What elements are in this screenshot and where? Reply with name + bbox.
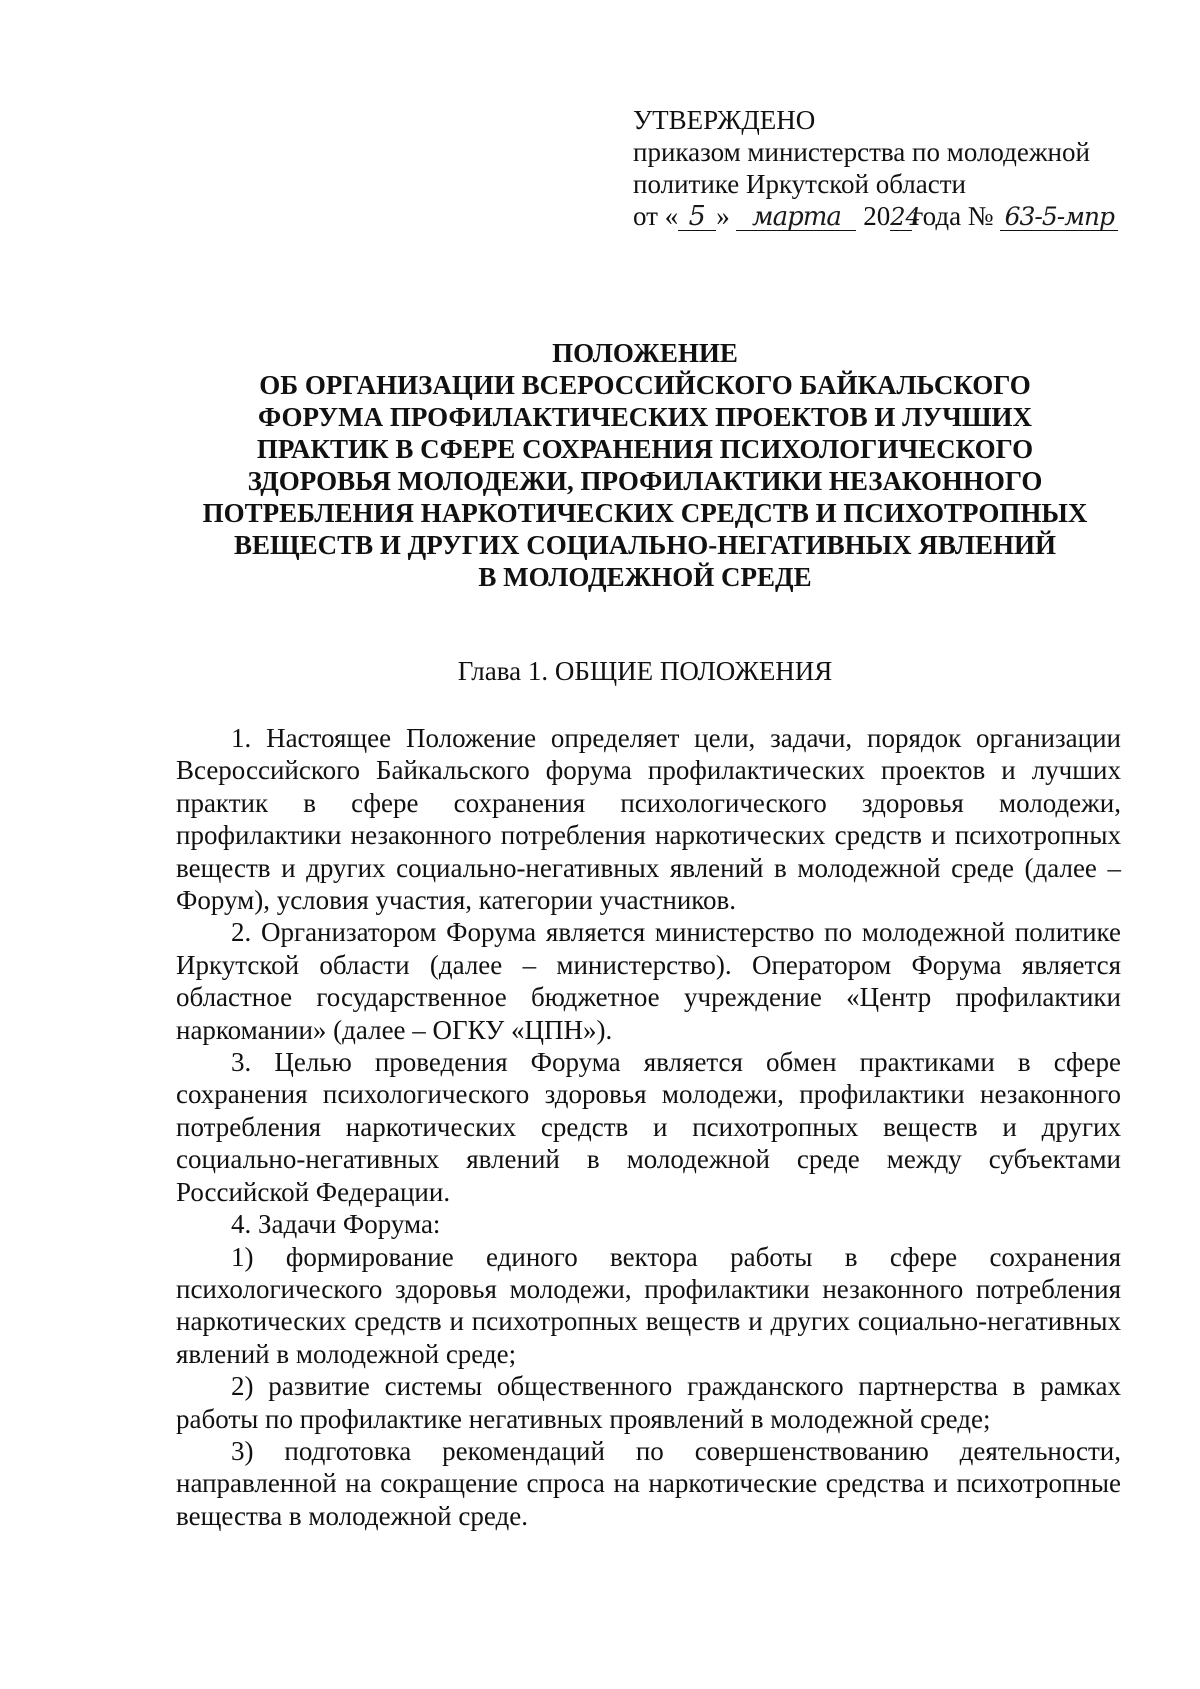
year-prefix: 20 bbox=[863, 201, 891, 231]
approved-heading: УТВЕРЖДЕНО bbox=[633, 105, 816, 135]
title-line: ВЕЩЕСТВ И ДРУГИХ СОЦИАЛЬНО-НЕГАТИВНЫХ ЯВЛЕНИЙ bbox=[233, 530, 1057, 560]
task-item-1: 1) формирование единого вектора работы в сфере сохранения психологического здоровья молодежи, профилактики незаконного потребления наркотических средств и психотропных веществ и других социально-негативных явлений в молодежной среде; bbox=[176, 1241, 1121, 1369]
document-body bbox=[176, 722, 1121, 1532]
title-line: ПОЛОЖЕНИЕ bbox=[552, 338, 738, 368]
approval-order-line: приказом министерства по молодежной bbox=[633, 137, 1090, 167]
task-item-3: 3) подготовка рекомендаций по совершенствованию деятельности, направленной на сокращение спроса на наркотические средства и психотропные вещества в молодежной среде. bbox=[176, 1435, 1121, 1531]
title-line: ЗДОРОВЬЯ МОЛОДЕЖИ, ПРОФИЛАКТИКИ НЕЗАКОННОГО bbox=[247, 466, 1043, 496]
title-line: В МОЛОДЕЖНОЙ СРЕДЕ bbox=[478, 562, 812, 592]
handwritten-day: 5 bbox=[678, 204, 716, 231]
approval-block bbox=[633, 104, 1173, 232]
handwritten-month: марта bbox=[736, 204, 856, 231]
approval-date-line bbox=[633, 200, 1173, 232]
title-line: ПРАКТИК В СФЕРЕ СОХРАНЕНИЯ ПСИХОЛОГИЧЕСКОГО bbox=[256, 434, 1034, 464]
title-line: ФОРУМА ПРОФИЛАКТИЧЕСКИХ ПРОЕКТОВ И ЛУЧШИХ bbox=[257, 402, 1033, 432]
paragraph-3: 3. Целью проведения Форума является обмен практиками в сфере сохранения психологического здоровья молодежи, профилактики незаконного потребления наркотических средств и психотропных веществ и других социально-негативных явлений в молодежной среде между субъектами Российской Федерации. bbox=[176, 1047, 1121, 1207]
paragraph-2: 2. Организатором Форума является министерство по молодежной политике Иркутской области (далее – министерство). Оператором Форума является областное государственное бюджетное учреждение «Центр профилактики наркомании» (далее – ОГКУ «ЦПН»). bbox=[176, 917, 1121, 1045]
chapter-heading: Глава 1. ОБЩИЕ ПОЛОЖЕНИЯ bbox=[457, 656, 833, 686]
paragraph-1: 1. Настоящее Положение определяет цели, задачи, порядок организации Всероссийского Байкальского форума профилактических проектов и лучших практик в сфере сохранения психологического здоровья молодежи, профилактики незаконного потребления наркотических средств и психотропных веществ и других социально-негативных явлений в молодежной среде (далее – Форум), условия участия, категории участников. bbox=[176, 723, 1121, 916]
title-line: ПОТРЕБЛЕНИЯ НАРКОТИЧЕСКИХ СРЕДСТВ И ПСИХОТРОПНЫХ bbox=[202, 498, 1088, 528]
task-item-2: 2) развитие системы общественного гражданского партнерства в рамках работы по профилактике негативных проявлений в молодежной среде; bbox=[176, 1371, 1121, 1434]
title-line: ОБ ОРГАНИЗАЦИИ ВСЕРОССИЙСКОГО БАЙКАЛЬСКОГО bbox=[259, 370, 1031, 400]
approval-region-line: политике Иркутской области bbox=[633, 169, 966, 199]
paragraph-4: 4. Задачи Форума: bbox=[231, 1209, 441, 1240]
date-from-label: от « bbox=[633, 201, 679, 231]
document-title bbox=[120, 337, 1170, 593]
handwritten-order-number: 63-5-мпр bbox=[1000, 204, 1118, 231]
date-quote-close: » bbox=[716, 201, 730, 231]
handwritten-year-suffix: 24 bbox=[890, 203, 921, 231]
year-label: года № bbox=[912, 201, 994, 231]
